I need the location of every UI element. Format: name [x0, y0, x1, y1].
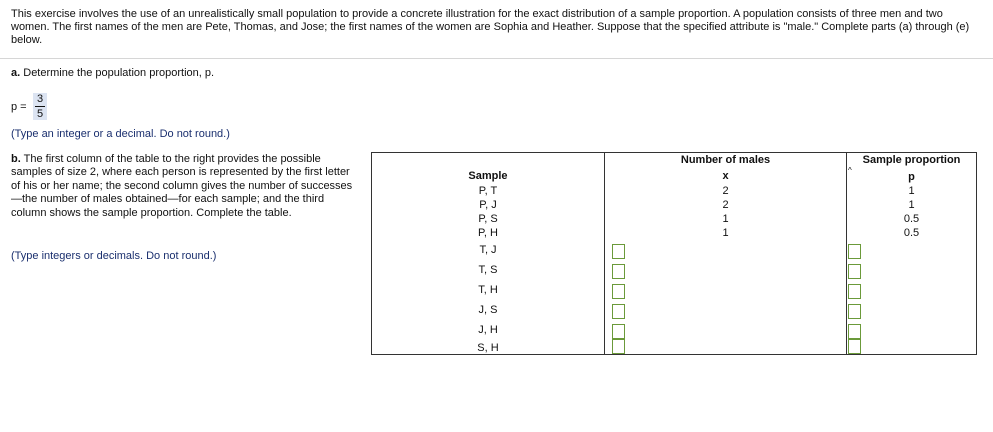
males-cell: 2 [722, 199, 729, 211]
proportion-cell: 0.5 [903, 213, 920, 225]
column-divider [846, 153, 847, 354]
proportion-cell: 1 [908, 199, 915, 211]
part-b-label: b. [11, 153, 21, 165]
sample-cell: P, J [479, 199, 497, 211]
p-answer-fraction[interactable] [33, 93, 47, 120]
proportion-input[interactable] [848, 244, 861, 259]
proportion-input[interactable] [848, 284, 861, 299]
proportion-input[interactable] [848, 304, 861, 319]
p-answer-label: p = [11, 101, 27, 113]
males-input[interactable] [612, 264, 625, 279]
fraction-denominator: 5 [36, 108, 44, 120]
proportion-cell: 1 [908, 185, 915, 197]
intro-text: This exercise involves the use of an unrealistically small population to provide a concrete illustration for the exact distribution of a sample proportion. A population consists of three men and two women. The first names of the men are Pete, Thomas, and Jose; the first names of the women are Sophia and Heather. Suppose that the specified attribute is "male." Complete parts (a) through (e) below. [11, 8, 970, 46]
part-a-question [11, 67, 214, 79]
sample-cell: J, S [478, 304, 498, 316]
males-input[interactable] [612, 244, 625, 259]
sample-cell: P, T [478, 185, 498, 197]
fraction-numerator: 3 [36, 93, 44, 105]
part-a-text: Determine the population proportion, p. [23, 67, 215, 79]
sample-cell: P, S [478, 213, 498, 225]
column-divider [604, 153, 605, 354]
fraction-bar [35, 106, 45, 107]
sample-cell: S, H [477, 342, 499, 354]
header-p-hat: p [908, 171, 915, 183]
part-b-hint: (Type integers or decimals. Do not round.) [11, 250, 217, 262]
sample-cell: J, H [478, 324, 498, 336]
males-input[interactable] [612, 284, 625, 299]
males-input[interactable] [612, 339, 625, 354]
part-b-text: The first column of the table to the right provides the possible samples of size 2, where each person is represented by the first letter of his or her name; the second column gives the number of successes—the number of males obtained—for each sample; and the third column shows the sample proportion. Complete the table. [11, 153, 353, 219]
header-sample: Sample [468, 170, 508, 182]
part-a-hint: (Type an integer or a decimal. Do not round.) [11, 128, 230, 140]
sample-cell: T, H [478, 284, 498, 296]
males-cell: 1 [722, 213, 729, 225]
divider [0, 58, 993, 59]
sample-cell: P, H [478, 227, 498, 239]
proportion-input[interactable] [848, 264, 861, 279]
proportion-cell: 0.5 [903, 227, 920, 239]
males-input[interactable] [612, 324, 625, 339]
males-cell: 2 [722, 185, 729, 197]
males-input[interactable] [612, 304, 625, 319]
proportion-input[interactable] [848, 324, 861, 339]
header-x: x [722, 170, 729, 182]
sample-table [371, 152, 977, 355]
part-b-instructions [11, 153, 361, 220]
p-hat-caret: ^ [848, 166, 852, 175]
header-sample-proportion: Sample proportion [862, 154, 961, 166]
sample-cell: T, J [479, 244, 497, 256]
sample-cell: T, S [478, 264, 498, 276]
header-number-of-males: Number of males [680, 154, 771, 166]
part-a-label: a. [11, 67, 21, 79]
proportion-input[interactable] [848, 339, 861, 354]
males-cell: 1 [722, 227, 729, 239]
